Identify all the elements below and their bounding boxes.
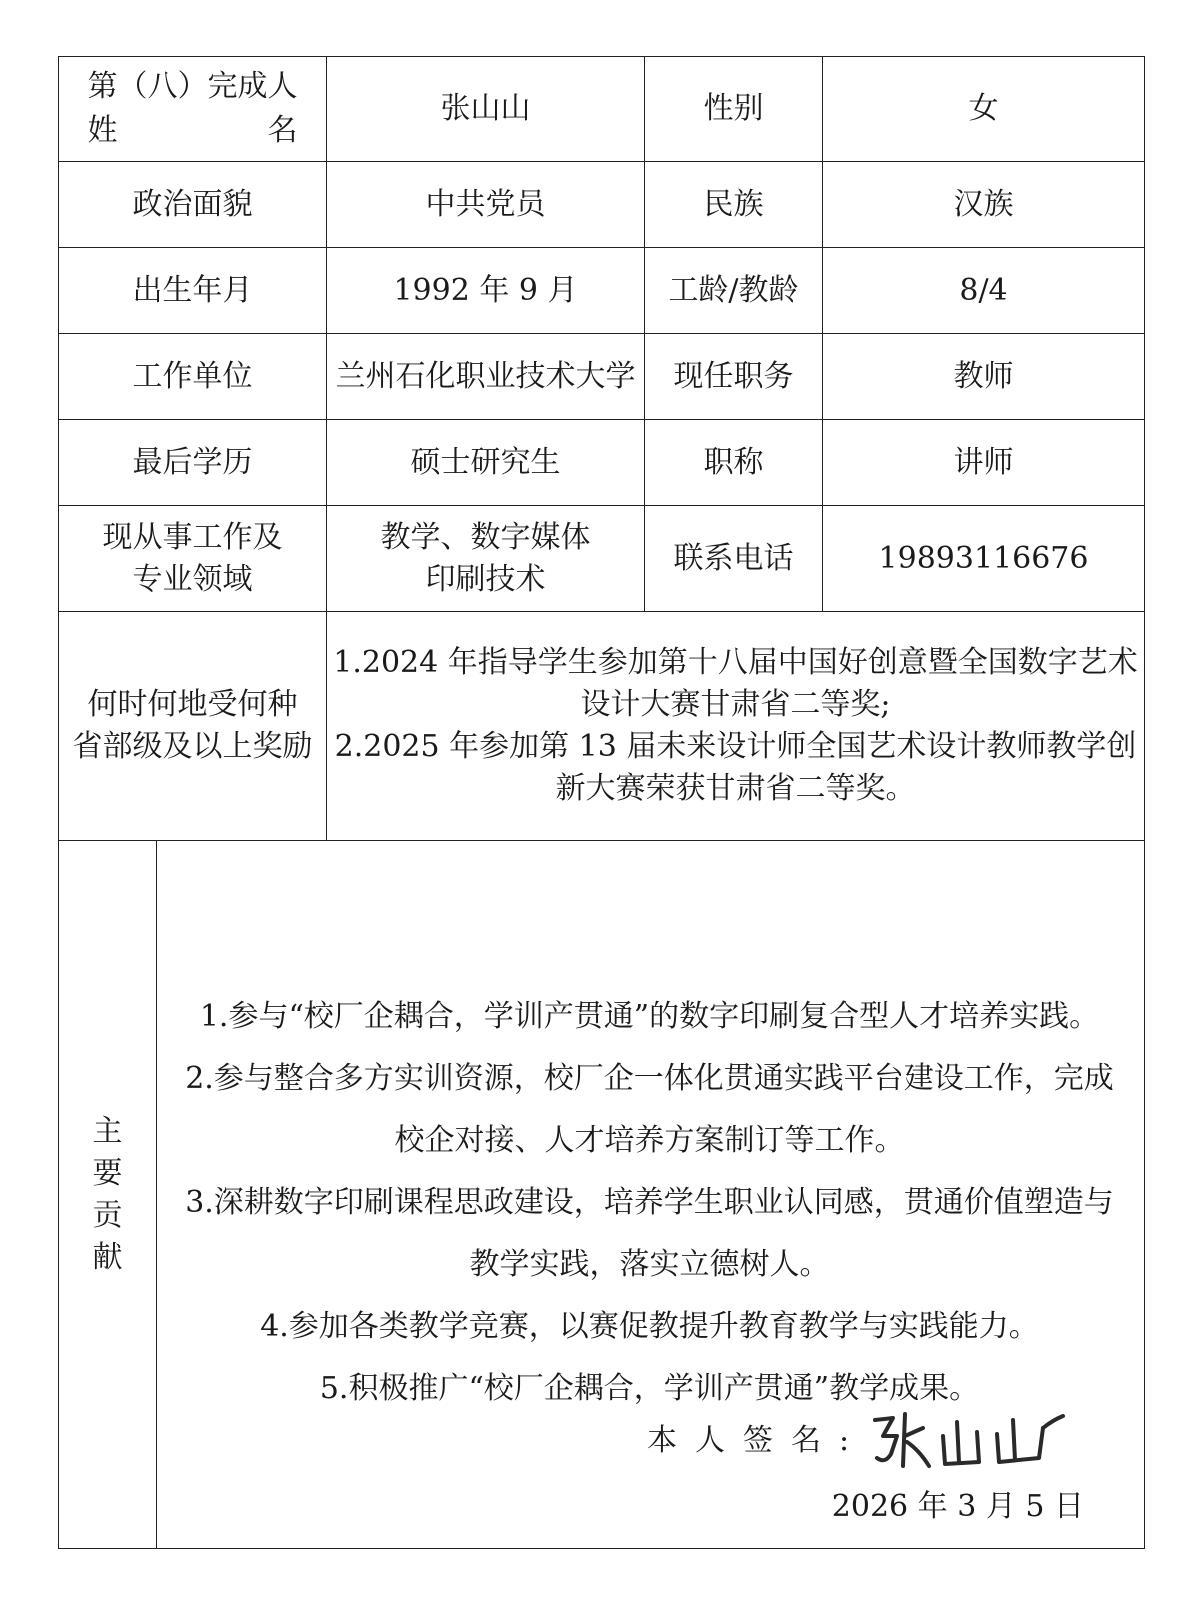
row-name — [59, 57, 1145, 162]
awards-label-line2: 省部级及以上奖励 — [72, 729, 313, 764]
row-awards — [59, 612, 1145, 841]
contributions-label-char-4: 献 — [92, 1239, 123, 1275]
row-unit — [59, 334, 1145, 420]
gender-value: 女 — [823, 57, 1145, 162]
name-label-line1: 第（八）完成人 — [87, 69, 298, 104]
contributions-label-char-3: 贡 — [92, 1197, 123, 1233]
field-label-cell — [59, 506, 327, 612]
awards-text-cell — [327, 612, 1145, 841]
award-item-1: 1.2024 年指导学生参加第十八届中国好创意暨全国数字艺术设计大赛甘肃省二等奖; — [333, 645, 1138, 722]
row-politics — [59, 162, 1145, 248]
birth-label: 出生年月 — [59, 248, 327, 334]
ethnicity-label: 民族 — [645, 162, 823, 248]
birth-value: 1992 年 9 月 — [327, 248, 645, 334]
politics-label: 政治面貌 — [59, 162, 327, 248]
position-value: 教师 — [823, 334, 1145, 420]
row-contributions — [59, 841, 1145, 1549]
politics-value: 中共党员 — [327, 162, 645, 248]
field-label-line1: 现从事工作及 — [102, 519, 283, 555]
row-field — [59, 506, 1145, 612]
contributions-text-cell — [157, 841, 1145, 1549]
handwritten-signature — [867, 1406, 1077, 1476]
contributions-label-char-2: 要 — [92, 1155, 123, 1191]
gender-label: 性别 — [645, 57, 823, 162]
unit-label: 工作单位 — [59, 334, 327, 420]
education-label: 最后学历 — [59, 420, 327, 506]
contribution-item-2: 2.参与整合多方实训资源，校厂企一体化贯通实践平台建设工作，完成校企对接、人才培养方案制订等工作。 — [185, 1060, 1114, 1158]
award-item-2: 2.2025 年参加第 13 届未来设计师全国艺术设计教师教学创新大赛荣获甘肃省二等奖。 — [334, 729, 1137, 806]
service-years-value: 8/4 — [823, 248, 1145, 334]
phone-label: 联系电话 — [645, 506, 823, 612]
contribution-item-5: 5.积极推广“校厂企耦合，学训产贯通”教学成果。 — [319, 1370, 980, 1406]
position-label: 现任职务 — [645, 334, 823, 420]
field-label-line2: 专业领域 — [132, 561, 253, 597]
awards-label-cell — [59, 612, 327, 841]
title-value: 讲师 — [823, 420, 1145, 506]
signature-label: 本人签名: — [647, 1423, 868, 1458]
service-years-label: 工龄/教龄 — [645, 248, 823, 334]
row-birth — [59, 248, 1145, 334]
phone-value: 19893116676 — [823, 506, 1145, 612]
ethnicity-value: 汉族 — [823, 162, 1145, 248]
contribution-item-1: 1.参与“校厂企耦合，学训产贯通”的数字印刷复合型人才培养实践。 — [199, 998, 1100, 1034]
contributions-label-char-1: 主 — [92, 1113, 123, 1149]
row-education — [59, 420, 1145, 506]
name-label-cell — [59, 57, 327, 162]
unit-value: 兰州石化职业技术大学 — [327, 334, 645, 420]
awards-label-line1: 何时何地受何种 — [87, 687, 298, 722]
field-value-line2: 印刷技术 — [425, 561, 546, 597]
name-label-line2a: 姓 — [87, 113, 118, 148]
field-value-line1: 教学、数字媒体 — [380, 519, 591, 555]
field-value-cell — [327, 506, 645, 612]
signature-row — [647, 1406, 1077, 1476]
name-label-line2b: 名 — [267, 113, 298, 148]
contribution-item-4: 4.参加各类教学竞赛，以赛促教提升教育教学与实践能力。 — [260, 1308, 1039, 1344]
contributions-list — [157, 970, 1144, 1420]
title-label: 职称 — [645, 420, 823, 506]
name-value: 张山山 — [327, 57, 645, 162]
contribution-item-3: 3.深耕数字印刷课程思政建设，培养学生职业认同感，贯通价值塑造与教学实践，落实立德树人。 — [185, 1184, 1114, 1282]
education-value: 硕士研究生 — [327, 420, 645, 506]
award-form-table — [58, 56, 1145, 1549]
signature-date: 2026 年 3 月 5 日 — [831, 1489, 1084, 1524]
contributions-label-cell — [59, 841, 157, 1549]
